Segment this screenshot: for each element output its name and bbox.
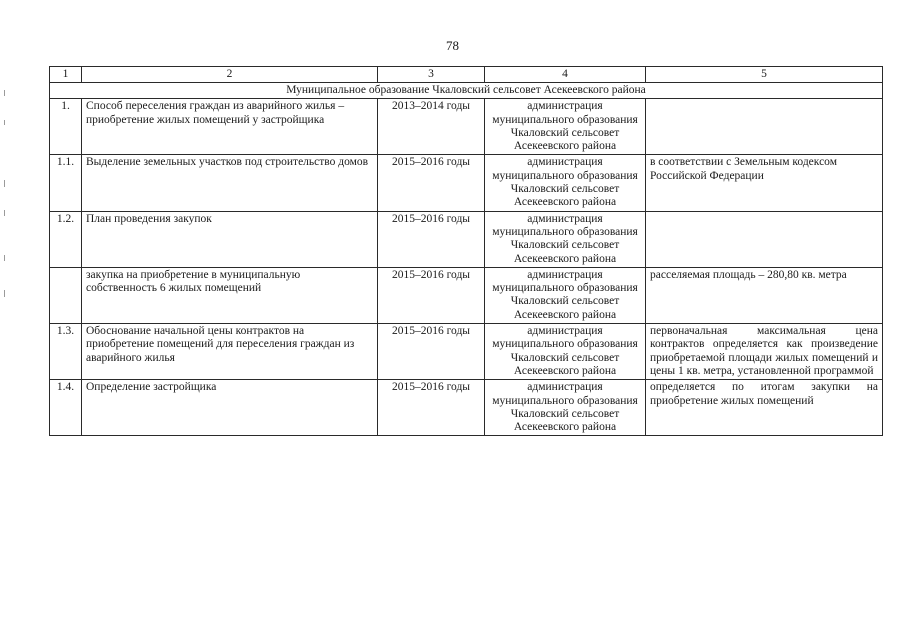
measures-table bbox=[49, 66, 883, 436]
column-number-row bbox=[50, 67, 883, 83]
note-cell: определяется по итогам закупки на приобретение жилых помещений bbox=[646, 380, 883, 436]
executor-cell: администрация муниципального образования Чкаловский сельсовет Асекеевского района bbox=[485, 324, 646, 380]
note-cell bbox=[646, 211, 883, 267]
period-cell: 2015–2016 годы bbox=[378, 380, 485, 436]
table-row bbox=[50, 155, 883, 211]
column-number: 2 bbox=[82, 67, 378, 83]
column-number: 5 bbox=[646, 67, 883, 83]
executor-cell: администрация муниципального образования Чкаловский сельсовет Асекеевского района bbox=[485, 155, 646, 211]
period-cell: 2015–2016 годы bbox=[378, 155, 485, 211]
row-number bbox=[50, 267, 82, 323]
executor-cell: администрация муниципального образования Чкаловский сельсовет Асекеевского района bbox=[485, 99, 646, 155]
column-number: 1 bbox=[50, 67, 82, 83]
section-row bbox=[50, 83, 883, 99]
period-cell: 2015–2016 годы bbox=[378, 267, 485, 323]
executor-cell: администрация муниципального образования Чкаловский сельсовет Асекеевского района bbox=[485, 380, 646, 436]
table-row bbox=[50, 211, 883, 267]
column-number: 4 bbox=[485, 67, 646, 83]
column-number: 3 bbox=[378, 67, 485, 83]
period-cell: 2013–2014 годы bbox=[378, 99, 485, 155]
row-number: 1.2. bbox=[50, 211, 82, 267]
section-title: Муниципальное образование Чкаловский сельсовет Асекеевского района bbox=[50, 83, 883, 99]
action-cell: Выделение земельных участков под строительство домов bbox=[82, 155, 378, 211]
row-number: 1.3. bbox=[50, 324, 82, 380]
table-row bbox=[50, 324, 883, 380]
row-number: 1.4. bbox=[50, 380, 82, 436]
action-cell: закупка на приобретение в муниципальную собственность 6 жилых помещений bbox=[82, 267, 378, 323]
action-cell: Обоснование начальной цены контрактов на приобретение помещений для переселения граждан из аварийного жилья bbox=[82, 324, 378, 380]
executor-cell: администрация муниципального образования Чкаловский сельсовет Асекеевского района bbox=[485, 211, 646, 267]
table-row bbox=[50, 267, 883, 323]
action-cell: Определение застройщика bbox=[82, 380, 378, 436]
period-cell: 2015–2016 годы bbox=[378, 324, 485, 380]
executor-cell: администрация муниципального образования Чкаловский сельсовет Асекеевского района bbox=[485, 267, 646, 323]
row-number: 1.1. bbox=[50, 155, 82, 211]
note-cell: в соответствии с Земельным кодексом Российской Федерации bbox=[646, 155, 883, 211]
page-number: 78 bbox=[446, 38, 459, 53]
row-number: 1. bbox=[50, 99, 82, 155]
note-cell: расселяемая площадь – 280,80 кв. метра bbox=[646, 267, 883, 323]
action-cell: Способ переселения граждан из аварийного жилья – приобретение жилых помещений у застройщика bbox=[82, 99, 378, 155]
table-row bbox=[50, 99, 883, 155]
action-cell: План проведения закупок bbox=[82, 211, 378, 267]
period-cell: 2015–2016 годы bbox=[378, 211, 485, 267]
table-row bbox=[50, 380, 883, 436]
note-cell bbox=[646, 99, 883, 155]
note-cell: первоначальная максимальная цена контрактов определяется как произведение приобретаемой площади жилых помещений и цены 1 кв. метра, установленной программой bbox=[646, 324, 883, 380]
